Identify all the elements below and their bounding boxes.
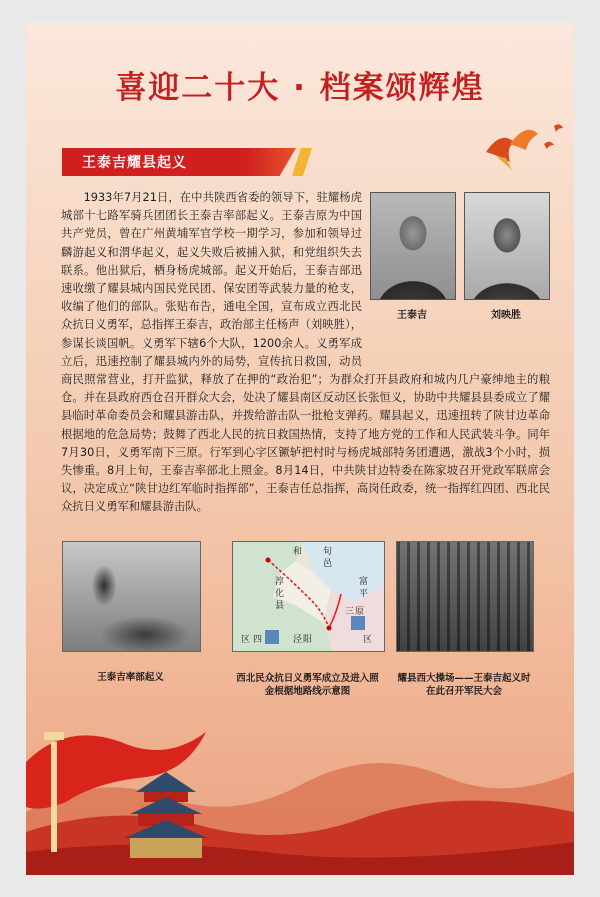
poster-title: 喜迎二十大 · 档案颂辉煌 (115, 70, 485, 106)
photo-caption: 耀县西大操场——王泰吉起义时在此召开军民大会 (397, 673, 531, 697)
map-label: 富 (359, 577, 369, 587)
map-label: 三 (345, 607, 355, 617)
map-label: 区 (363, 635, 373, 645)
map-label: 和 (293, 547, 303, 557)
section-header-accent (292, 148, 312, 176)
portrait-group (368, 189, 550, 358)
portrait-liu-yingsheng (464, 192, 550, 300)
route-map-graphic (233, 542, 384, 651)
photo-caption: 西北民众抗日义勇军成立及进入照金根据地路线示意图 (236, 673, 379, 697)
portrait-caption: 刘映胜 (491, 310, 521, 321)
poster (26, 22, 574, 875)
bottom-decoration-temple-banner (26, 702, 574, 875)
map-label: 邑 (323, 559, 333, 569)
photo-uprising (62, 541, 201, 652)
article-body (61, 189, 550, 517)
map-label: 淳 (275, 577, 285, 587)
map-label: 泾 (293, 635, 303, 645)
map-label: 阳 (303, 635, 313, 645)
portrait-wang-taiji (370, 192, 456, 300)
flying-birds-icon (466, 112, 574, 182)
map-label: 化 (275, 589, 285, 599)
article-paragraph: 1933年7月21日，在中共陕西省委的领导下，驻耀杨虎城部十七路军骑兵团团长王泰吉率部起义。王泰吉原为中国共产党员，曾在广州黄埔军官学校一期学习，参加和领导过麟游起义和渭华起义，起义失败后被捕入狱，和党组织失去联系。他出狱后，栖身杨虎城部。起义开始后，王泰吉部迅速收缴了耀县城内国民党民团、保安团等武装力量的枪支，收编了他们的部队。张贴布告，通电全国，宣布成立西北民众抗日义勇军，总指挥王泰吉，政治部主任杨声（刘映胜），参谋长谈国帆。义勇军下辖6个大队，1200余人。义勇军成立后，迅速控制了耀县城内外的局势，宣传抗日救国，动员商民照常营业，打开监狱，释放了在押的“政治犯”；为群众打开县政府和城内几户豪绅地主的粮仓。并在县政府西仓召开群众大会，处决了耀县南区反动区长张恒义，协助中共耀县县委成立了耀县临时革命委员会和耀县游击队，并拨给游击队一批枪支弹药。耀县起义，迅速扭转了陕甘边革命根据地的危急局势；鼓舞了西北人民的抗日救国热情，支持了地方党的工作和人民武装斗争。同年7月30日，义勇军南下三原。行军到心字区镢轳把村时与杨虎城部特务团遭遇，激战3个小时，损失惨重。8月上旬，王泰吉率部北上照金。8月14日，中共陕甘边特委在陈家坡召开党政军联席会议，决定成立“陕甘边红军临时指挥部”，王泰吉任总指挥，高岗任政委，统一指挥红四团、西北民众抗日义勇军和耀县游击队。 (61, 191, 550, 514)
map-label: 区 (241, 635, 251, 645)
map-label: 旬 (323, 547, 333, 557)
portrait-caption: 王泰吉 (397, 310, 427, 321)
photo-drill-ground (396, 541, 534, 652)
photo-caption: 王泰吉率部起义 (97, 672, 164, 683)
map-label: 平 (359, 589, 369, 599)
map-label: 县 (275, 601, 285, 611)
map-label: 四 (253, 635, 263, 645)
section-title: 王泰吉耀县起义 (82, 155, 187, 171)
map-label: 原 (355, 607, 365, 617)
route-map (232, 541, 385, 652)
